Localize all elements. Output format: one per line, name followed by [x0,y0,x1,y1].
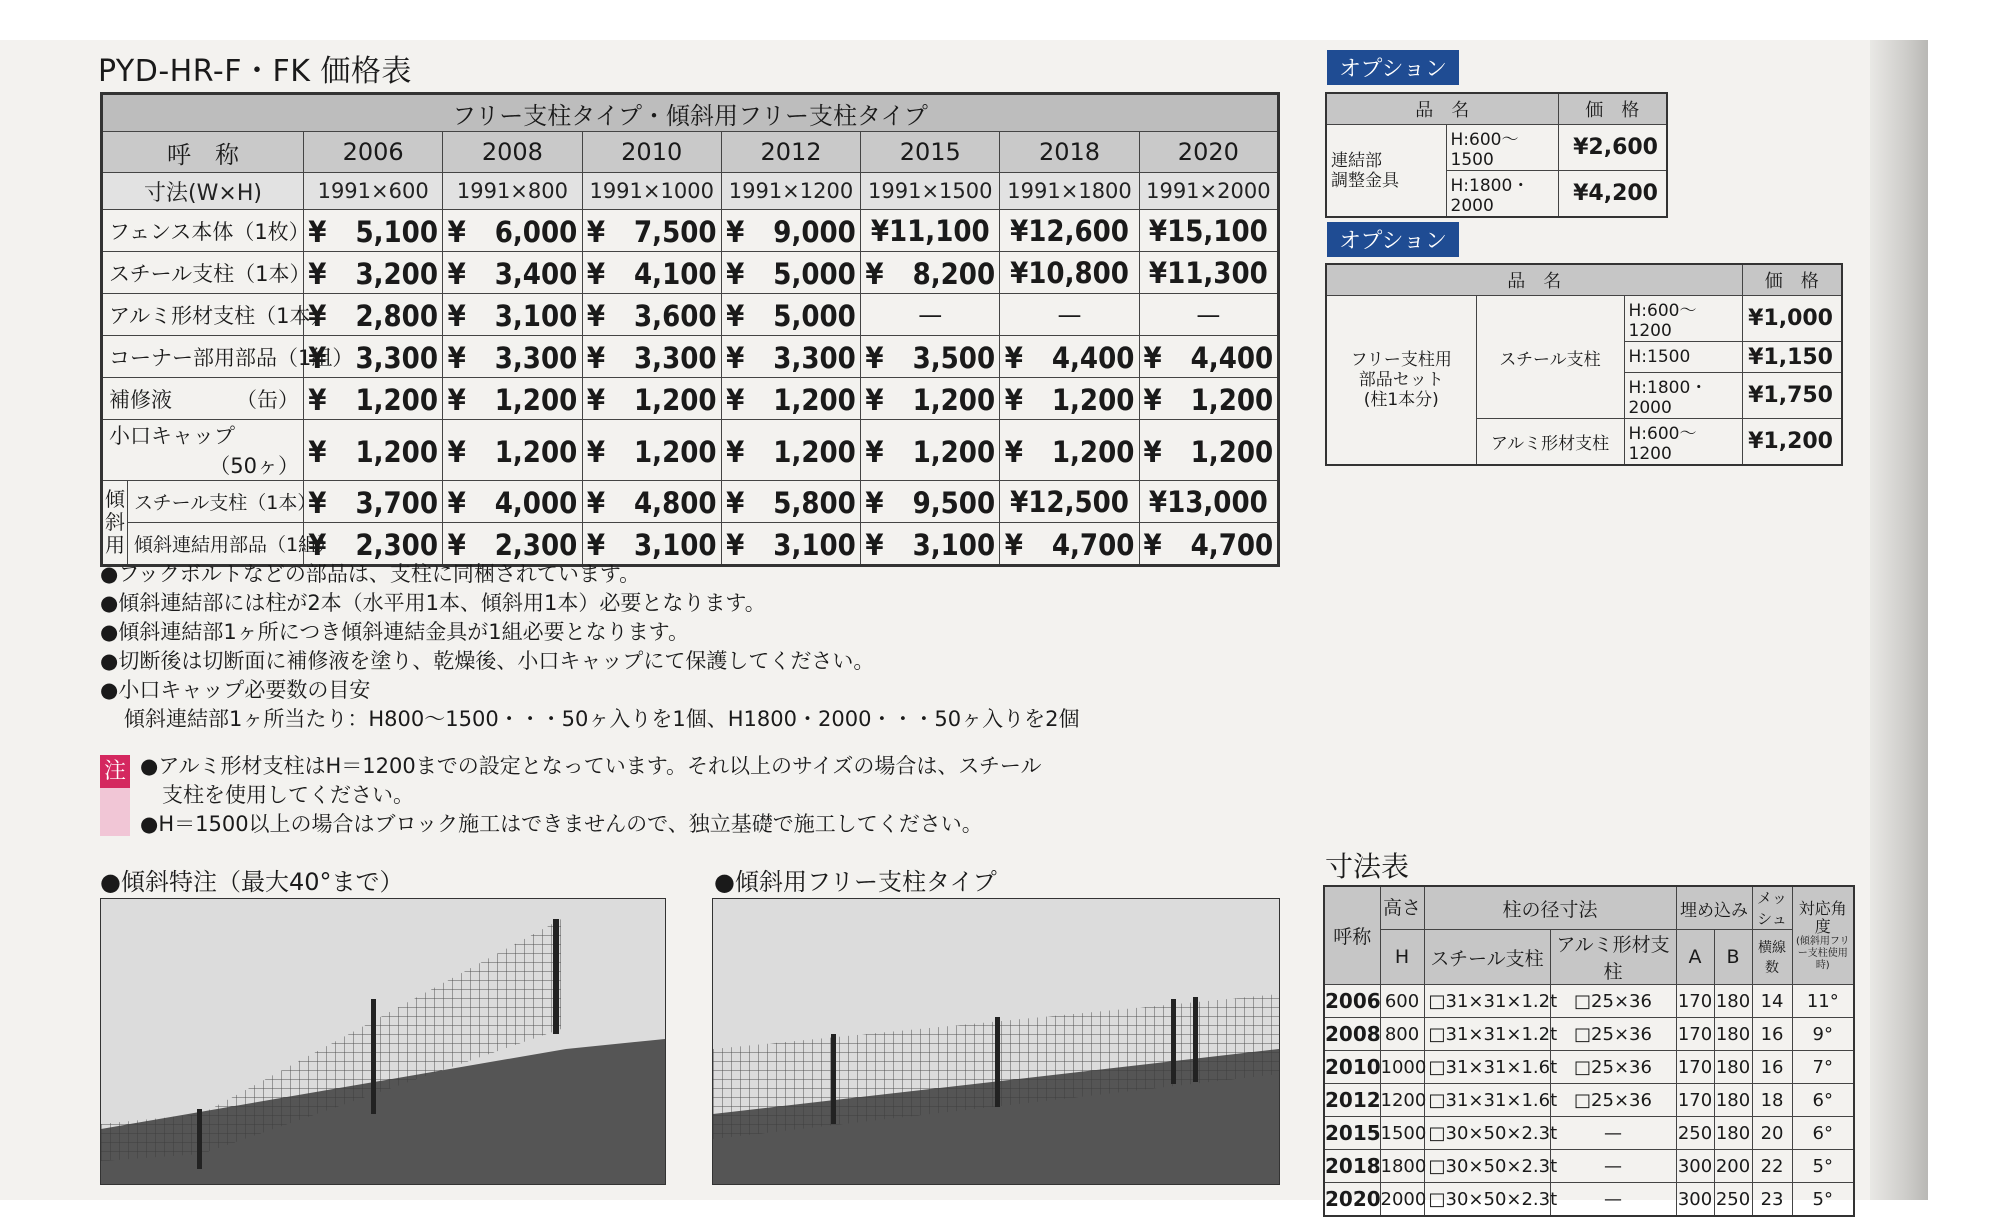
price-cell: ¥13,000 [1139,481,1278,523]
price-cell: ¥ 1,200 [1139,378,1278,420]
price-cell: ¥ 1,200 [721,378,860,420]
dim-cell-h: 1800 [1380,1150,1424,1183]
option2-steel-label: スチール支柱 [1476,296,1624,419]
dim-cell-h: 2000 [1380,1183,1424,1217]
price-cell: ¥ 3,300 [304,336,443,378]
dim-header-steel: スチール支柱 [1424,930,1550,985]
option1-spec: H:1800・2000 [1446,171,1558,218]
dim-cell-angle: 11° [1792,985,1854,1018]
dim-cell-angle: 6° [1792,1117,1854,1150]
price-cell: ¥ 4,400 [1000,336,1139,378]
dim-header-post: 柱の径寸法 [1424,886,1676,930]
price-cell: ¥ 3,200 [304,252,443,294]
size-cell: 1991×1800 [1000,173,1139,210]
option1-price-header: 価 格 [1558,93,1667,125]
code-header: 2006 [304,132,443,173]
price-cell: ¥ 3,100 [861,523,1000,566]
slope-free-post-photo [712,898,1280,1185]
size-cell: 1991×1200 [721,173,860,210]
option-table-2 [1325,263,1843,466]
price-cell: — [1000,294,1139,336]
price-cell: ¥ 3,100 [721,523,860,566]
note-line: ●フックボルトなどの部品は、支柱に同梱されています。 [100,562,641,586]
price-cell: ¥ 4,000 [443,481,582,523]
dim-cell-a: 300 [1676,1183,1714,1217]
row-label-text: フェンス本体（1枚） [109,219,310,244]
price-cell: ¥ 9,000 [721,210,860,252]
dim-header-angle: 対応角度 [1798,898,1847,936]
price-row [102,210,1279,252]
dim-cell-steel: □31×31×1.2t [1424,985,1550,1018]
option2-price: ¥1,200 [1742,419,1842,466]
dim-cell-h: 600 [1380,985,1424,1018]
caution-bar [100,788,130,836]
price-cell: ¥11,100 [861,210,1000,252]
dim-cell-mesh: 23 [1752,1183,1792,1217]
dim-cell-h: 1500 [1380,1117,1424,1150]
option2-spec: H:600～1200 [1624,296,1742,342]
dim-cell-steel: □31×31×1.6t [1424,1084,1550,1117]
price-cell: ¥ 5,100 [304,210,443,252]
price-cell: — [861,294,1000,336]
dim-cell-code: 2020 [1324,1183,1380,1217]
option-table-1 [1325,92,1668,218]
price-cell: ¥ 6,000 [443,210,582,252]
slope-price-row [102,481,1279,523]
dim-header-embed: 埋め込み [1676,886,1752,930]
dim-header-b: B [1714,930,1752,985]
slope-custom-label: ●傾斜特注（最大40°まで） [100,868,404,896]
row-label-suffix: （缶） [236,387,299,412]
dimension-row [1324,1117,1854,1150]
dim-cell-alu: — [1550,1117,1676,1150]
caution-badge: 注 [100,755,130,788]
code-header: 2015 [861,132,1000,173]
row-label-text: アルミ形材支柱（1本） [109,303,332,328]
price-cell: ¥12,500 [1000,481,1139,523]
size-cell: 1991×2000 [1139,173,1278,210]
price-cell: ¥ 1,200 [304,378,443,420]
price-cell: ¥ 1,200 [1139,420,1278,481]
size-cell: 1991×1000 [582,173,721,210]
dim-cell-angle: 9° [1792,1018,1854,1051]
dim-cell-h: 800 [1380,1018,1424,1051]
dim-cell-a: 250 [1676,1117,1714,1150]
price-cell: ¥ 1,200 [721,420,860,481]
dim-cell-angle: 7° [1792,1051,1854,1084]
price-row [102,252,1279,294]
row-label: スチール支柱（1本） [128,481,304,523]
dim-cell-alu: □25×36 [1550,1051,1676,1084]
price-cell: ¥ 1,200 [861,420,1000,481]
dimension-row [1324,985,1854,1018]
dimension-row [1324,1084,1854,1117]
dimension-row [1324,1051,1854,1084]
option1-item: 連結部 調整金具 [1326,125,1446,218]
caution-line: 支柱を使用してください。 [162,783,414,807]
price-cell: ¥ 1,200 [443,378,582,420]
price-cell: ¥11,300 [1139,252,1278,294]
note-line: 傾斜連結部1ヶ所当たり：H800～1500・・・50ヶ入りを1個、H1800・2000・・・50ヶ入りを2個 [124,707,1080,731]
dim-cell-alu: — [1550,1183,1676,1217]
dim-cell-a: 170 [1676,1084,1714,1117]
dim-cell-angle: 5° [1792,1150,1854,1183]
dim-header-height: 高さ [1380,886,1424,930]
price-cell: ¥ 1,200 [582,378,721,420]
code-header: 2018 [1000,132,1139,173]
dim-cell-mesh: 20 [1752,1117,1792,1150]
price-cell: ¥ 3,400 [443,252,582,294]
dim-cell-b: 180 [1714,1051,1752,1084]
price-cell: ¥10,800 [1000,252,1139,294]
dim-cell-steel: □30×50×2.3t [1424,1183,1550,1217]
dimension-row [1324,1150,1854,1183]
note-line: ●小口キャップ必要数の目安 [100,678,371,702]
dim-cell-mesh: 14 [1752,985,1792,1018]
page-gutter-shadow [1870,40,1928,1200]
dim-cell-b: 180 [1714,1018,1752,1051]
code-header: 2008 [443,132,582,173]
dim-cell-a: 170 [1676,1051,1714,1084]
dim-cell-code: 2006 [1324,985,1380,1018]
option-badge-1: オプション [1327,50,1459,85]
dim-header-angle-sub: (傾斜用フリー支柱使用時) [1796,935,1850,971]
dim-cell-steel: □30×50×2.3t [1424,1117,1550,1150]
dim-cell-steel: □31×31×1.2t [1424,1018,1550,1051]
code-header: 2010 [582,132,721,173]
row-label-suffix: （50ヶ） [209,454,299,478]
page-title: PYD-HR-F・FK 価格表 [98,54,412,89]
size-cell: 1991×1500 [861,173,1000,210]
note-line: ●傾斜連結部には柱が2本（水平用1本、傾斜用1本）必要となります。 [100,591,766,615]
option1-price: ¥2,600 [1558,125,1667,171]
caution-line: ●アルミ形材支柱はH＝1200までの設定となっています。それ以上のサイズの場合は、スチール [140,754,1042,778]
dim-header-name: 呼称 [1324,886,1380,985]
dim-header-alu: アルミ形材支柱 [1550,930,1676,985]
price-cell: ¥ 9,500 [861,481,1000,523]
price-cell: ¥ 7,500 [582,210,721,252]
dim-header-mesh: メッシュ [1752,886,1792,930]
size-cell: 1991×800 [443,173,582,210]
dim-cell-mesh: 18 [1752,1084,1792,1117]
caution-notes [140,752,1042,839]
option2-spec: H:1500 [1624,342,1742,373]
row-label-text: コーナー部用部品（1組） [109,345,354,370]
dim-cell-code: 2018 [1324,1150,1380,1183]
option-badge-2: オプション [1327,222,1459,257]
option2-spec: H:1800・2000 [1624,373,1742,419]
price-cell: ¥ 4,800 [582,481,721,523]
price-row [102,336,1279,378]
price-row [102,378,1279,420]
price-table [100,92,1280,567]
option2-alu-label: アルミ形材支柱 [1476,419,1624,466]
dim-cell-alu: □25×36 [1550,1018,1676,1051]
dim-cell-code: 2010 [1324,1051,1380,1084]
dim-cell-mesh: 16 [1752,1051,1792,1084]
slope-free-post-label: ●傾斜用フリー支柱タイプ [714,868,997,896]
price-cell: ¥ 1,200 [304,420,443,481]
price-cell: ¥ 2,800 [304,294,443,336]
option1-price: ¥4,200 [1558,171,1667,218]
row-label [102,252,311,294]
dim-cell-alu: □25×36 [1550,985,1676,1018]
price-cell: ¥ 1,200 [1000,378,1139,420]
dim-header-height-sub: H [1380,930,1424,985]
dim-cell-b: 250 [1714,1183,1752,1217]
option2-price: ¥1,000 [1742,296,1842,342]
dim-header-a: A [1676,930,1714,985]
dim-cell-b: 180 [1714,1084,1752,1117]
option2-name-header: 品 名 [1326,264,1742,296]
caution-line: ●H＝1500以上の場合はブロック施工はできませんので、独立基礎で施工してください。 [140,812,983,836]
option2-price-header: 価 格 [1742,264,1842,296]
price-cell: ¥ 3,100 [443,294,582,336]
dim-cell-code: 2015 [1324,1117,1380,1150]
price-cell: ¥ 1,200 [582,420,721,481]
dim-cell-h: 1200 [1380,1084,1424,1117]
slope-fence-illustration [101,899,665,1184]
price-cell: ¥ 3,300 [443,336,582,378]
name-header: 呼 称 [102,132,304,173]
dim-cell-alu: — [1550,1150,1676,1183]
slope-group-label: 傾 斜 用 [102,481,128,566]
row-label-text: スチール支柱（1本） [109,261,311,286]
slope-custom-photo [100,898,666,1185]
dim-cell-h: 1000 [1380,1051,1424,1084]
price-cell: ¥ 8,200 [861,252,1000,294]
dim-cell-alu: □25×36 [1550,1084,1676,1117]
dim-cell-steel: □31×31×1.6t [1424,1051,1550,1084]
price-cell: ¥ 4,700 [1000,523,1139,566]
price-cell: ¥15,100 [1139,210,1278,252]
price-row [102,420,1279,481]
dim-cell-a: 170 [1676,985,1714,1018]
option2-price: ¥1,750 [1742,373,1842,419]
dim-cell-b: 200 [1714,1150,1752,1183]
price-cell: ¥ 5,800 [721,481,860,523]
note-line: ●切断後は切断面に補修液を塗り、乾燥後、小口キャップにて保護してください。 [100,649,875,673]
price-cell: ¥ 4,700 [1139,523,1278,566]
row-label: 傾斜連結用部品（1組） [128,523,304,566]
price-cell: ¥ 3,300 [582,336,721,378]
size-cell: 1991×600 [304,173,443,210]
dimension-table-title: 寸法表 [1325,850,1410,883]
dim-cell-code: 2008 [1324,1018,1380,1051]
price-cell: ¥ 2,300 [304,523,443,566]
dimension-table [1323,885,1855,1217]
price-cell: ¥ 1,200 [443,420,582,481]
option2-item: フリー支柱用 部品セット (柱1本分) [1326,296,1476,466]
code-header: 2012 [721,132,860,173]
option2-spec: H:600～1200 [1624,419,1742,466]
price-cell: ¥ 3,300 [721,336,860,378]
price-cell: ¥12,600 [1000,210,1139,252]
dim-cell-a: 300 [1676,1150,1714,1183]
size-header: 寸法(W×H) [102,173,304,210]
price-cell: ¥ 4,400 [1139,336,1278,378]
price-cell: ¥ 2,300 [443,523,582,566]
dimension-row [1324,1018,1854,1051]
code-header: 2020 [1139,132,1278,173]
dim-cell-steel: □30×50×2.3t [1424,1150,1550,1183]
dim-cell-code: 2012 [1324,1084,1380,1117]
row-label-text: 補修液 [109,387,172,412]
dim-cell-angle: 6° [1792,1084,1854,1117]
price-cell: ¥ 5,000 [721,252,860,294]
dim-header-angle-cell [1792,886,1854,985]
row-label [102,210,310,252]
dim-cell-mesh: 16 [1752,1018,1792,1051]
row-label [102,336,354,378]
row-label-text: 小口キャップ [109,424,235,448]
dim-cell-b: 180 [1714,985,1752,1018]
price-cell: — [1139,294,1278,336]
row-label [102,378,304,420]
dim-cell-b: 180 [1714,1117,1752,1150]
option1-spec: H:600～1500 [1446,125,1558,171]
option1-name-header: 品 名 [1326,93,1558,125]
dim-cell-mesh: 22 [1752,1150,1792,1183]
price-cell: ¥ 1,200 [1000,420,1139,481]
price-table-banner: フリー支柱タイプ・傾斜用フリー支柱タイプ [102,94,1279,132]
price-cell: ¥ 3,100 [582,523,721,566]
dim-cell-angle: 5° [1792,1183,1854,1217]
price-cell: ¥ 3,500 [861,336,1000,378]
price-cell: ¥ 3,600 [582,294,721,336]
row-label [102,420,304,481]
dim-cell-a: 170 [1676,1018,1714,1051]
price-cell: ¥ 5,000 [721,294,860,336]
price-cell: ¥ 1,200 [861,378,1000,420]
price-cell: ¥ 4,100 [582,252,721,294]
dim-header-mesh-sub: 横線数 [1752,930,1792,985]
row-label [102,294,332,336]
free-post-fence-illustration [713,899,1279,1184]
note-line: ●傾斜連結部1ヶ所につき傾斜連結金具が1組必要となります。 [100,620,689,644]
price-row [102,294,1279,336]
dimension-row [1324,1183,1854,1217]
option2-price: ¥1,150 [1742,342,1842,373]
price-cell: ¥ 3,700 [304,481,443,523]
notes-block [100,560,1080,734]
